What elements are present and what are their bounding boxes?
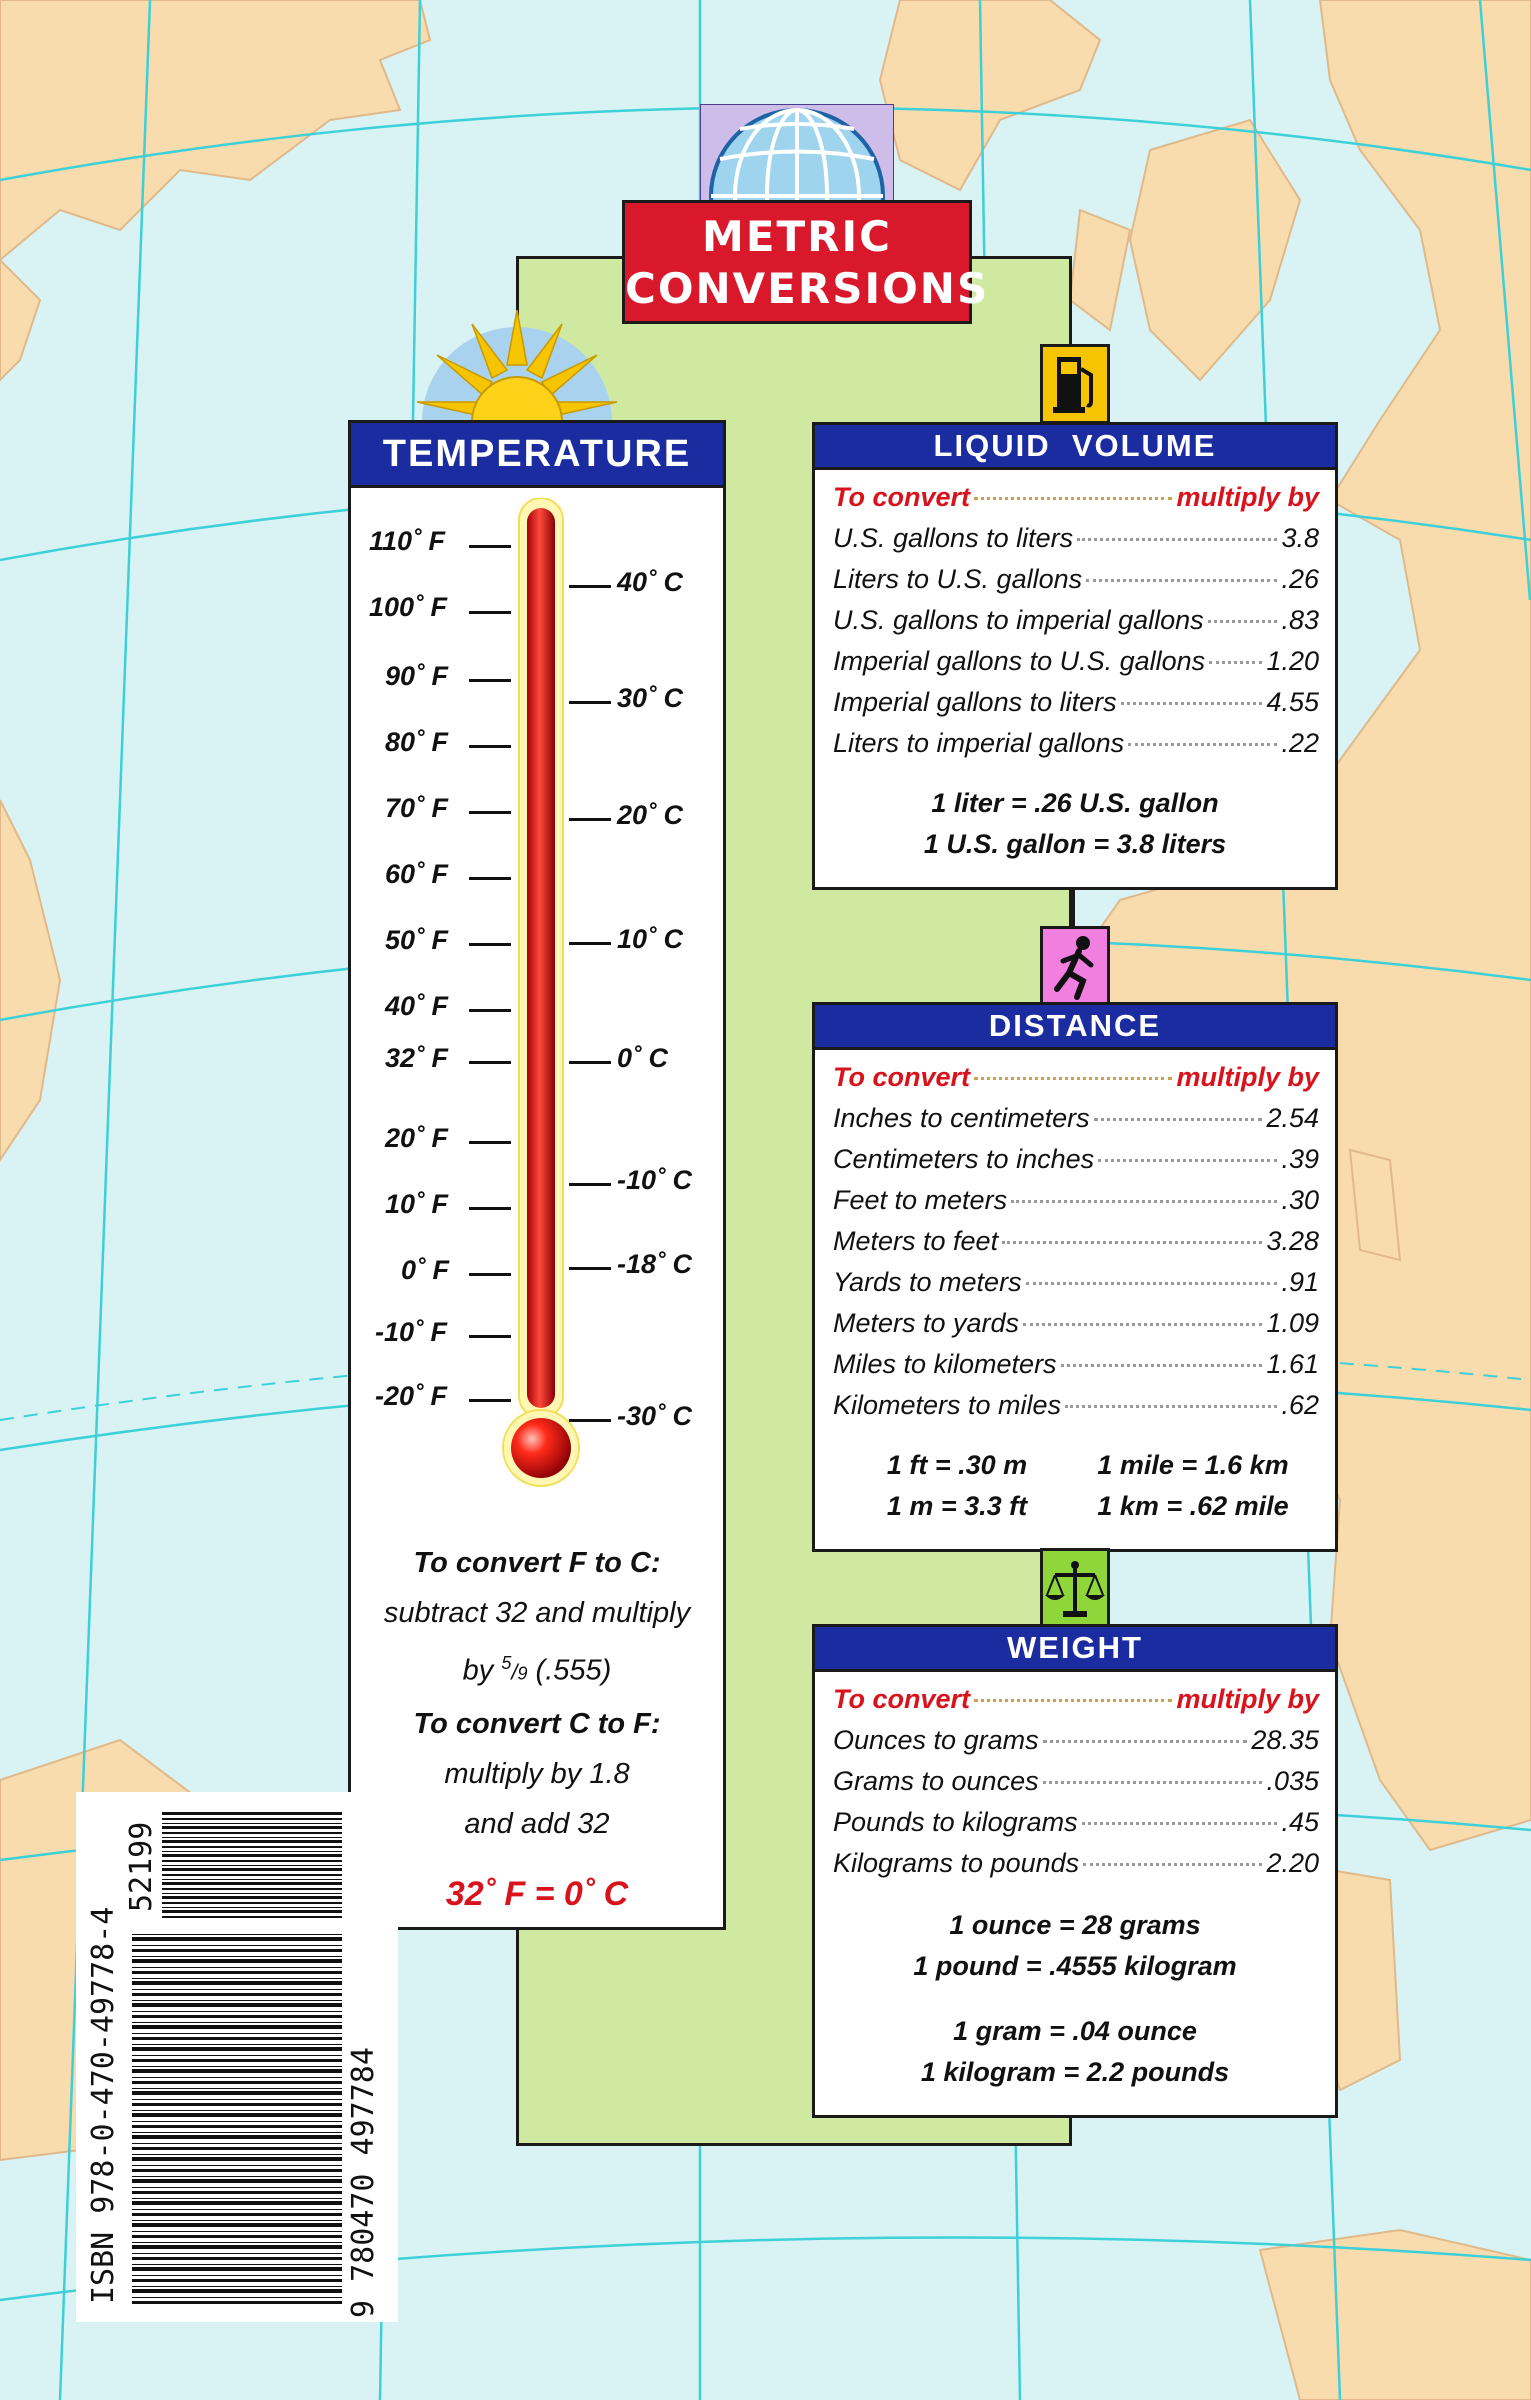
title-line-2: CONVERSIONS [625, 264, 990, 313]
f-tick-32: 32˚ F [385, 1043, 449, 1073]
row-value: 4.55 [1266, 687, 1319, 717]
col-convert: To convert [833, 1062, 971, 1092]
table-row [833, 728, 1319, 769]
distance-panel [812, 1002, 1338, 1552]
weight-facts-2 [815, 2011, 1335, 2093]
f-to-c-title: To convert F to C: [413, 1547, 661, 1579]
fact: 1 gram = .04 ounce [953, 2016, 1197, 2046]
addon-bars [162, 1810, 342, 1918]
liquid-volume-facts [815, 783, 1335, 865]
temperature-instructions [351, 1538, 723, 1919]
table-row [833, 1308, 1319, 1349]
row-value: .035 [1266, 1766, 1319, 1796]
fact: 1 ft = .30 m [886, 1450, 1028, 1480]
liquid-volume-panel [812, 422, 1338, 890]
freezing-equivalence: 32˚ F = 0˚ C [445, 1874, 629, 1913]
row-label: Meters to feet [833, 1226, 999, 1256]
f-tick-line [469, 1399, 511, 1402]
f-tick-minus-20: -20˚ F [375, 1381, 448, 1411]
c-tick-10: 10˚ C [617, 924, 684, 954]
row-value: .45 [1281, 1807, 1319, 1837]
f-tick-100: 100˚ F [369, 592, 448, 622]
runner-icon [1040, 926, 1110, 1006]
table-row [833, 1848, 1319, 1889]
row-value: .22 [1281, 728, 1319, 758]
f-tick-line [469, 1273, 511, 1276]
row-value: .39 [1281, 1144, 1319, 1174]
addon-digits: 52199 [124, 1821, 159, 1912]
c-tick-minus-10: -10˚ C [617, 1165, 693, 1195]
table-row [833, 605, 1319, 646]
f-tick-110: 110˚ F [369, 526, 446, 556]
title-line-1: METRIC [702, 212, 892, 261]
fact: 1 mile = 1.6 km [1097, 1450, 1289, 1480]
row-label: Meters to yards [833, 1308, 1020, 1338]
f-tick-line [469, 811, 511, 814]
temperature-header: TEMPERATURE [351, 423, 723, 488]
table-row [833, 687, 1319, 728]
temperature-panel [348, 420, 726, 1930]
barcode-bars [132, 1934, 342, 2304]
f-to-c-step-2-suffix: (.555) [527, 1654, 612, 1687]
fact: 1 m = 3.3 ft [886, 1491, 1028, 1521]
f-tick-line [469, 1141, 511, 1144]
row-value: .83 [1281, 605, 1319, 635]
f-tick-line [469, 877, 511, 880]
c-tick-line [569, 942, 611, 945]
weight-header: WEIGHT [815, 1627, 1335, 1672]
f-tick-60: 60˚ F [385, 859, 449, 889]
fraction-numerator: 5 [501, 1653, 512, 1673]
c-tick-line [569, 1267, 611, 1270]
distance-column-headers [833, 1062, 1319, 1103]
row-label: Liters to U.S. gallons [833, 564, 1083, 594]
col-convert: To convert [833, 482, 971, 512]
barcode-rotated [76, 1792, 398, 2322]
weight-column-headers [833, 1684, 1319, 1725]
c-tick-line [569, 1419, 611, 1422]
scale-icon [1040, 1548, 1110, 1628]
table-row [833, 1349, 1319, 1390]
c-tick-minus-30: -30˚ C [617, 1401, 693, 1431]
row-value: .91 [1281, 1267, 1319, 1297]
c-tick-line [569, 701, 611, 704]
f-tick-90: 90˚ F [385, 661, 449, 691]
fact: 1 kilogram = 2.2 pounds [920, 2057, 1230, 2087]
table-row [833, 1807, 1319, 1848]
row-value: 1.09 [1266, 1308, 1319, 1338]
isbn-text: ISBN 978-0-470-49778-4 [86, 1906, 121, 2304]
f-to-c-step-2-prefix: by [462, 1654, 502, 1687]
f-tick-line [469, 745, 511, 748]
row-value: 1.20 [1266, 646, 1319, 676]
row-label: Miles to kilometers [833, 1349, 1057, 1379]
row-label: Kilometers to miles [833, 1390, 1062, 1420]
f-tick-10: 10˚ F [385, 1189, 449, 1219]
row-label: Ounces to grams [833, 1725, 1039, 1755]
gas-pump-icon [1040, 344, 1110, 424]
row-label: Pounds to kilograms [833, 1807, 1078, 1837]
liquid-volume-column-headers [833, 482, 1319, 523]
table-row [833, 646, 1319, 687]
row-value: 3.28 [1266, 1226, 1319, 1256]
row-value: .26 [1281, 564, 1319, 594]
row-value: .30 [1281, 1185, 1319, 1215]
row-value: 1.61 [1266, 1349, 1319, 1379]
table-row [833, 1267, 1319, 1308]
col-multiply: multiply by [1176, 482, 1319, 512]
row-label: Grams to ounces [833, 1766, 1039, 1796]
row-value: 28.35 [1251, 1725, 1319, 1755]
table-row [833, 1725, 1319, 1766]
row-value: 3.8 [1281, 523, 1319, 553]
f-tick-40: 40˚ F [385, 991, 449, 1021]
row-label: Centimeters to inches [833, 1144, 1095, 1174]
f-tick-line [469, 1207, 511, 1210]
f-tick-line [469, 611, 511, 614]
c-tick-0: 0˚ C [617, 1043, 669, 1073]
table-row [833, 1390, 1319, 1431]
distance-facts [815, 1445, 1335, 1527]
fraction-slash: / [511, 1659, 518, 1685]
f-tick-line [469, 545, 511, 548]
table-row [833, 1103, 1319, 1144]
c-tick-line [569, 585, 611, 588]
table-row [833, 564, 1319, 605]
f-tick-20: 20˚ F [385, 1123, 449, 1153]
row-label: Feet to meters [833, 1185, 1008, 1215]
title-banner [622, 200, 990, 324]
c-to-f-title: To convert C to F: [413, 1707, 661, 1740]
f-tick-minus-10: -10˚ F [375, 1317, 448, 1347]
f-tick-line [469, 1009, 511, 1012]
weight-panel [812, 1624, 1338, 2118]
c-tick-30: 30˚ C [617, 683, 684, 713]
fraction-denominator: 9 [517, 1663, 528, 1684]
row-value: 2.54 [1266, 1103, 1319, 1133]
f-tick-line [469, 679, 511, 682]
fact: 1 ounce = 28 grams [949, 1910, 1201, 1940]
f-tick-line [469, 943, 511, 946]
c-tick-20: 20˚ C [617, 800, 684, 830]
c-tick-line [569, 1183, 611, 1186]
table-row [833, 1144, 1319, 1185]
row-label: Imperial gallons to U.S. gallons [833, 646, 1206, 676]
c-tick-line [569, 1061, 611, 1064]
table-row [833, 1766, 1319, 1807]
f-to-c-step-1: subtract 32 and multiply [383, 1597, 691, 1629]
table-row [833, 523, 1319, 564]
fact: 1 U.S. gallon = 3.8 liters [923, 829, 1227, 859]
weight-facts-1 [815, 1905, 1335, 1987]
c-tick-line [569, 818, 611, 821]
row-value: 2.20 [1266, 1848, 1319, 1878]
liquid-volume-header: LIQUID VOLUME [815, 425, 1335, 470]
f-tick-70: 70˚ F [385, 793, 449, 823]
f-tick-line [469, 1061, 511, 1064]
connector-line [1072, 886, 1075, 926]
col-convert: To convert [833, 1684, 971, 1714]
fact: 1 liter = .26 U.S. gallon [931, 788, 1219, 818]
col-multiply: multiply by [1176, 1684, 1319, 1714]
fact: 1 km = .62 mile [1097, 1491, 1289, 1521]
f-tick-50: 50˚ F [385, 925, 449, 955]
c-tick-minus-18: -18˚ C [617, 1249, 693, 1279]
f-tick-80: 80˚ F [385, 727, 449, 757]
row-label: Yards to meters [833, 1267, 1022, 1297]
row-label: Liters to imperial gallons [833, 728, 1125, 758]
f-tick-0: 0˚ F [401, 1255, 450, 1285]
row-label: U.S. gallons to imperial gallons [833, 605, 1204, 635]
c-to-f-step-2: and add 32 [464, 1807, 610, 1840]
f-tick-line [469, 1335, 511, 1338]
sun-icon [412, 310, 622, 422]
thermometer [501, 498, 581, 1488]
f-to-c-step-2 [351, 1638, 723, 1699]
c-to-f-step-1: multiply by 1.8 [444, 1757, 630, 1790]
globe-icon [700, 104, 894, 214]
row-label: Imperial gallons to liters [833, 687, 1117, 717]
row-label: Inches to centimeters [833, 1103, 1090, 1133]
row-value: .62 [1281, 1390, 1319, 1420]
fact: 1 pound = .4555 kilogram [913, 1951, 1237, 1981]
table-row [833, 1185, 1319, 1226]
distance-header: DISTANCE [815, 1005, 1335, 1050]
table-row [833, 1226, 1319, 1267]
c-tick-40: 40˚ C [617, 567, 684, 597]
barcode-block [76, 1792, 398, 2322]
row-label: Kilograms to pounds [833, 1848, 1080, 1878]
barcode-digits: 9 780470 497784 [346, 2047, 381, 2318]
col-multiply: multiply by [1176, 1062, 1319, 1092]
row-label: U.S. gallons to liters [833, 523, 1074, 553]
